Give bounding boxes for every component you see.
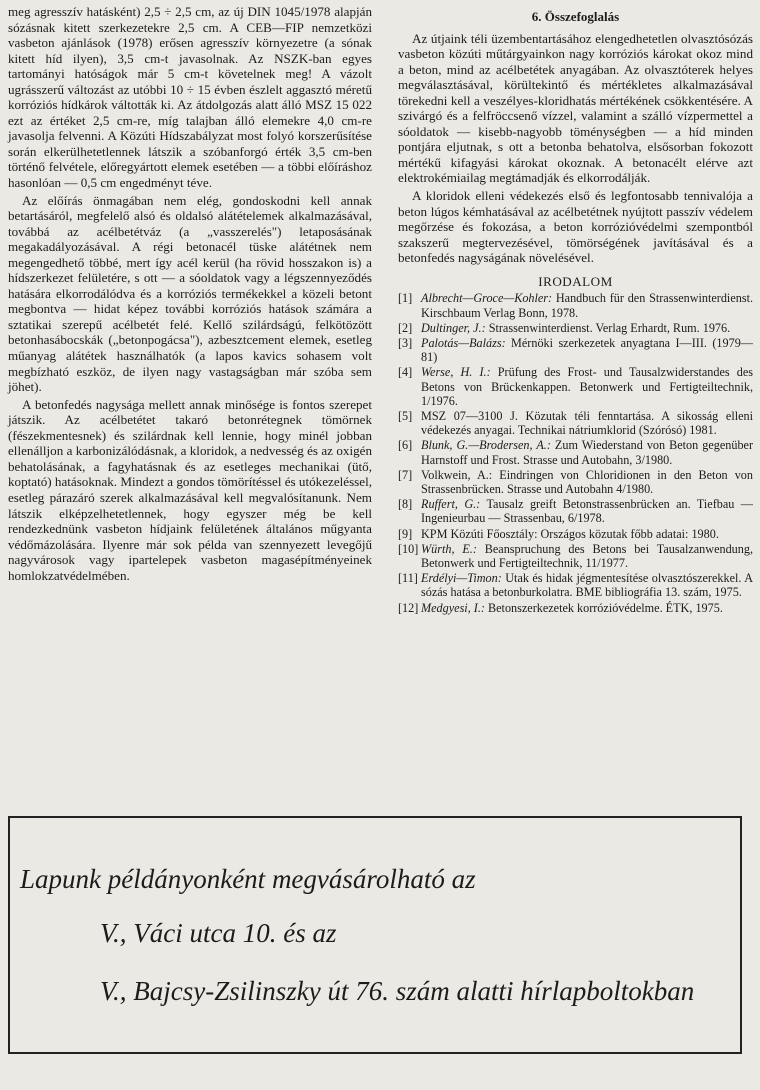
reference-number: [2] [398,320,413,335]
references-title: IRODALOM [538,273,613,289]
notice-line-3: V., Bajcsy-Zsilinszky út 76. szám alatti hírlapboltokban [100,976,695,1006]
reference-text: Utak és hidak jégmentesítése olvasztószerekkel. A sózás hatása a betonburkolatra. BME bibliográfia 13. szám, 1975. [421,571,753,600]
reference-number: [10] [398,541,419,556]
reference-text: KPM Közúti Főosztály: Országos közutak főbb adatai: 1980. [421,526,719,541]
reference-item [398,571,753,599]
reference-item [398,291,753,319]
reference-body [421,365,753,408]
reference-body [421,291,753,319]
notice-line-2: V., Váci utca 10. és az [100,918,337,948]
notice-box [8,816,742,1054]
reference-item [398,527,753,541]
reference-author: Würth, E.: [421,541,477,556]
left-column [8,4,372,583]
reference-author: Palotás—Balázs: [421,335,506,350]
reference-number: [6] [398,438,413,453]
reference-item [398,468,753,496]
reference-body [421,542,753,570]
reference-body [421,336,753,364]
reference-number: [1] [398,291,413,306]
reference-text: Tausalz greift Betonstrassenbrücken an. Tiefbau — Ingenieurbau — Strassenbau, 6/1978. [421,497,753,526]
reference-body [421,497,753,525]
reference-text: Strassenwinterdienst. Verlag Erhardt, Rum. 1976. [485,320,731,335]
reference-item [398,365,753,408]
references-list [398,291,753,614]
reference-item [398,336,753,364]
reference-author: Medgyesi, I.: [421,600,485,615]
reference-number: [5] [398,408,413,423]
reference-author: Blunk, G.—Brodersen, A.: [421,438,551,453]
reference-author: Albrecht—Groce—Kohler: [421,291,553,306]
reference-body [421,571,753,599]
left-paragraph-2: Az előírás önmagában nem elég, gondoskodni kell annak betartásáról, megfelelő alsó és oldalsó alátételemek alkalmazásával, továbbá az acélbetétváz (a „vasszerelés") letaposásának megakadályozásával. A régi betonacél tüske alátétnek nem megengedhető többé, mert így acél kerül (ha rövid hosszakon is) a hídszerkezet felületére, s ott — a sóoldatok vagy a légszennyeződés hatására elkorrodálódva és a korróziós termékekkel a közeli betont megbontva — hidat képez további korróziós hatások számára a sztatikai szerepű acélbetét felé. Kellő szilárdságú, felkötözött betonhasábocskák („betonpogácsa"), azbesztcement elemek, esetleg műanyag alátétek használhatók (a lapos kavics sohasem volt megbízható eszköz, de ilyen nagy vastagságban már szóba sem jöhet). [8,192,372,395]
reference-item [398,409,753,437]
reference-text: Betonszerkezetek korrózióvédelme. ÉTK, 1975. [484,600,723,615]
reference-body [421,438,753,466]
reference-author: Dultinger, J.: [421,320,486,335]
reference-author: Erdélyi—Timon: [421,571,502,586]
reference-author: Werse, H. I.: [421,365,491,380]
reference-text: Beanspruchung des Betons bei Tausalzanwendung, Betonwerk und Fertigteiltechnik, 11/1977. [421,541,753,570]
reference-item [398,497,753,525]
reference-item [398,601,753,615]
reference-text: Volkwein, A.: Eindringen von Chloridionen in den Beton von Strassenbrücken. Strasse und Autobahn 4/1980. [421,467,753,496]
reference-text: Mérnöki szerkezetek anyagtana I—III. (1979—81) [421,335,753,365]
reference-number: [11] [398,571,418,586]
summary-paragraph-1: Az útjaink téli üzembentartásához elengedhetetlen olvasztósózás vasbeton közúti műtárgyainkon nagy korróziós károkat okoz mind a beton, mind az acélbetétek anyagában. Az olvasztóterek helyes megválasztásával, körültekintő és mértékletes alkalmazásával törekedni kell a veszélyes-kloridhatás mértékének csökkentésére. A szivárgó és a felfröccsenő vízzel, valamint a szálló vízpermettel a sóoldatok — kisebb-nagyobb töménységben — a híd minden pontjára eljutnak, s ott a betonba behatolva, elsősorban fokozott mértékű kifagyási károkat okoznak. A betonacélt elérve azt elektrokémiailag megtámadják és elkorrodálják. [398,30,753,186]
section-title: 6. Összefoglalás [531,9,620,24]
reference-number: [8] [398,497,413,512]
reference-body [421,468,753,496]
reference-text: Prüfung des Frost- und Tausalzwiderstandes des Betons von Brückenkappen. Betonwerk und Fertigteiltechnik, 1/1976. [421,365,753,408]
reference-number: [7] [398,467,413,482]
reference-body [421,321,753,335]
reference-body [421,527,753,541]
reference-number: [9] [398,526,413,541]
right-column [398,4,753,616]
left-paragraph-3: A betonfedés nagysága mellett annak minősége is fontos szerepet játszik. Az acélbetétet takaró betonrétegnek tömörnek (fészekmentesnek) és szilárdnak kell lennie, hogy minél jobban ellenálljon a karbonizálódásnak, a kloridok, a nedvesség és az oxigén behatolásának, a fagyhatásnak és az esetleges mechanikai (ütő, koptató) hatásoknak. Mindezt a gondos tömörítéssel és utókezeléssel, esetleg párazáró szerek alkalmazásával kell megvalósítanunk. Nem látszik elképzelhetetlennek, hogy egyszer még be kell rendezkednünk vasbeton hídjaink felületének általános műgyanta védőmázolására. Ilyenre már sok példa van szennyezett levegőjű nagyvárosok vagy ipartelepek vasbeton magasépítményeinek homlokzatvédelmében. [8,396,372,583]
reference-text: Handbuch für den Strassenwinterdienst. Kirschbaum Verlag Bonn, 1978. [421,291,753,320]
summary-paragraph-2: A kloridok elleni védekezés első és legfontosabb tennivalója a beton lúgos kémhatásával az acélbetétnek nyújtott passzív védelem megőrzése és fokozása, a beton korrózióvédelmi szempontból szakszerű megtervezésével, tömörségének javításával és a betonfedés nagyságának növelésével. [398,188,753,266]
reference-number: [4] [398,365,413,380]
reference-item [398,542,753,570]
reference-author: Ruffert, G.: [421,497,481,512]
left-paragraph-1: meg agresszív hatásként) 2,5 ÷ 2,5 cm, az új DIN 1045/1978 alapján sózásnak kitett szerkezetekre 2,5 cm. A CEB—FIP nemzetközi vasbeton ajánlások (1978) erősen agresszív környezetre (a sónak kitett híd ilyen), 3,5 cm-t javasolnak. Az NSZK-ban egyes tartományi hatóságok már 5 cm-t követelnek meg! A vázolt ugrásszerű változást az utóbbi 10 ÷ 15 évben észlelt aggasztó méretű korróziós hídkárok váltották ki. Az átdolgozás alatt álló MSZ 15 022 ezt az értéket 2,5 cm-re, míg talajban álló elemekre 4,0 cm-re javasolja felvenni. A Közúti Hídszabályzat most folyó korszerűsítése során elkerülhetetlennek látszik a szóbanforgó érték 3,5 cm-ben történő felvétele, előregyártott elemek esetében — a többi előíráshoz hasonlóan — 0,5 cm engedményt téve. [8,4,372,191]
reference-number: [3] [398,335,413,350]
reference-item [398,438,753,466]
reference-item [398,321,753,335]
reference-text: MSZ 07—3100 J. Közutak téli fenntartása. A sikosság elleni védekezés anyagai. Technikai nátriumklorid (Szórósó) 1981. [421,408,753,438]
reference-body [421,409,753,437]
reference-number: [12] [398,600,419,615]
notice-line-1: Lapunk példányonként megvásárolható az [20,864,476,894]
reference-body [421,601,753,615]
reference-text: Zum Wiederstand von Beton gegenüber Harnstoff und Frost. Strasse und Autobahn, 3/1980. [421,438,754,467]
